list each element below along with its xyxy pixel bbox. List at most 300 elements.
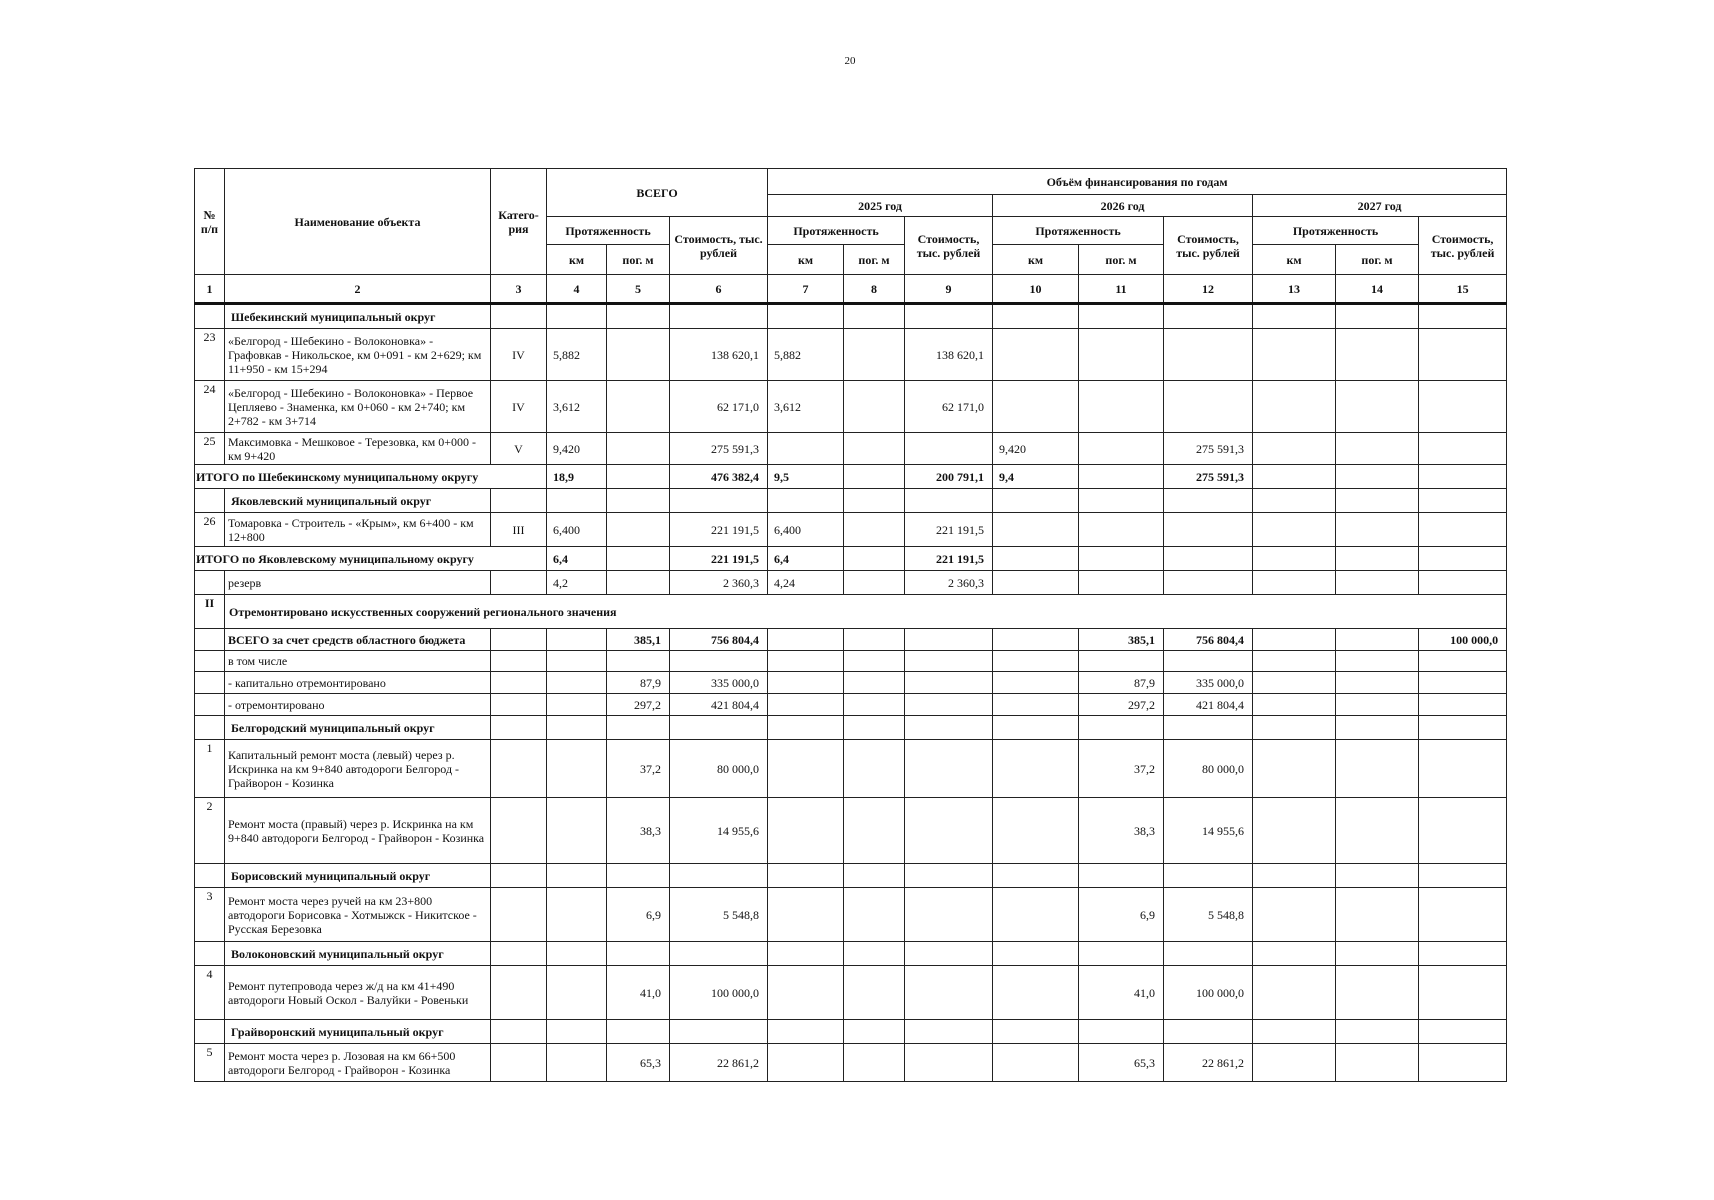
- value-cell: [1419, 1044, 1507, 1082]
- value-cell: [1419, 966, 1507, 1020]
- value-cell: 756 804,4: [1164, 629, 1253, 651]
- row-number: 25: [195, 433, 225, 465]
- category-cell: [491, 888, 547, 942]
- empty-cell: [1164, 942, 1253, 966]
- value-cell: 37,2: [607, 740, 670, 798]
- value-cell: [1336, 329, 1419, 381]
- value-cell: 5,882: [547, 329, 607, 381]
- row-number-cell: [195, 1020, 225, 1044]
- value-cell: [993, 651, 1079, 672]
- value-cell: 22 861,2: [670, 1044, 768, 1082]
- value-cell: [993, 629, 1079, 651]
- column-number: 5: [607, 275, 670, 304]
- empty-cell: [1336, 716, 1419, 740]
- column-number: 6: [670, 275, 768, 304]
- value-cell: [1253, 513, 1336, 547]
- table-row: [195, 672, 1507, 694]
- object-name: - капитально отремонтировано: [225, 672, 491, 694]
- category-cell: [491, 1044, 547, 1082]
- value-cell: 6,400: [768, 513, 844, 547]
- empty-cell: [1419, 864, 1507, 888]
- empty-cell: [905, 1020, 993, 1044]
- empty-cell: [1079, 489, 1164, 513]
- value-cell: [1253, 888, 1336, 942]
- part-number: II: [195, 595, 225, 629]
- value-cell: [1336, 888, 1419, 942]
- category-cell: [491, 672, 547, 694]
- empty-cell: [768, 304, 844, 329]
- value-cell: [1253, 672, 1336, 694]
- value-cell: [1164, 547, 1253, 571]
- value-cell: [1419, 547, 1507, 571]
- empty-cell: [547, 942, 607, 966]
- header-length-2025: Протяженность: [768, 217, 905, 245]
- empty-cell: [1164, 716, 1253, 740]
- empty-cell: [1253, 716, 1336, 740]
- section-name: Яковлевский муниципальный округ: [225, 489, 491, 513]
- total-row: [195, 465, 1507, 489]
- value-cell: [1336, 465, 1419, 489]
- value-cell: [768, 888, 844, 942]
- value-cell: 421 804,4: [670, 694, 768, 716]
- value-cell: [547, 798, 607, 864]
- header-funding: Объём финансирования по годам: [768, 169, 1507, 195]
- empty-cell: [905, 489, 993, 513]
- value-cell: 9,420: [547, 433, 607, 465]
- value-cell: [993, 513, 1079, 547]
- section-name: Борисовский муниципальный округ: [225, 864, 491, 888]
- empty-cell: [905, 942, 993, 966]
- value-cell: 9,420: [993, 433, 1079, 465]
- value-cell: [1419, 465, 1507, 489]
- value-cell: [1164, 513, 1253, 547]
- value-cell: [993, 740, 1079, 798]
- empty-cell: [670, 716, 768, 740]
- empty-cell: [905, 864, 993, 888]
- object-name: Ремонт моста (правый) через р. Искринка на км 9+840 автодороги Белгород - Грайворон - Козинка: [225, 798, 491, 864]
- table-row: [195, 966, 1507, 1020]
- value-cell: [1336, 433, 1419, 465]
- value-cell: [1253, 381, 1336, 433]
- value-cell: 65,3: [607, 1044, 670, 1082]
- header-cost-total: Стоимость, тыс. рублей: [670, 217, 768, 275]
- value-cell: 22 861,2: [1164, 1044, 1253, 1082]
- table-row: [195, 513, 1507, 547]
- value-cell: [844, 672, 905, 694]
- value-cell: [1253, 629, 1336, 651]
- value-cell: [1164, 329, 1253, 381]
- empty-cell: [670, 304, 768, 329]
- empty-cell: [491, 1020, 547, 1044]
- empty-cell: [844, 1020, 905, 1044]
- object-name: Максимовка - Мешковое - Терезовка, км 0+000 - км 9+420: [225, 433, 491, 465]
- section-row: [195, 864, 1507, 888]
- value-cell: [1253, 740, 1336, 798]
- value-cell: [1079, 329, 1164, 381]
- value-cell: [1079, 651, 1164, 672]
- value-cell: [905, 433, 993, 465]
- table-row: [195, 571, 1507, 595]
- value-cell: [607, 651, 670, 672]
- value-cell: [1419, 571, 1507, 595]
- value-cell: [993, 694, 1079, 716]
- value-cell: 5 548,8: [670, 888, 768, 942]
- empty-cell: [1336, 489, 1419, 513]
- empty-cell: [844, 489, 905, 513]
- value-cell: [1079, 465, 1164, 489]
- value-cell: [1336, 740, 1419, 798]
- empty-cell: [607, 864, 670, 888]
- empty-cell: [1253, 864, 1336, 888]
- value-cell: [1253, 465, 1336, 489]
- value-cell: [547, 1044, 607, 1082]
- value-cell: [1253, 433, 1336, 465]
- value-cell: [993, 571, 1079, 595]
- empty-cell: [905, 716, 993, 740]
- value-cell: [607, 329, 670, 381]
- value-cell: [905, 888, 993, 942]
- value-cell: 138 620,1: [670, 329, 768, 381]
- value-cell: 3,612: [547, 381, 607, 433]
- value-cell: 3,612: [768, 381, 844, 433]
- value-cell: [844, 651, 905, 672]
- value-cell: [844, 433, 905, 465]
- row-number: [195, 694, 225, 716]
- empty-cell: [844, 942, 905, 966]
- header-category: Катего-рия: [491, 169, 547, 275]
- empty-cell: [1164, 1020, 1253, 1044]
- part-title: Отремонтировано искусственных сооружений регионального значения: [225, 595, 1507, 629]
- value-cell: [844, 798, 905, 864]
- empty-cell: [607, 304, 670, 329]
- row-number: 2: [195, 798, 225, 864]
- section-name: Белгородский муниципальный округ: [225, 716, 491, 740]
- empty-cell: [1419, 942, 1507, 966]
- value-cell: 275 591,3: [1164, 465, 1253, 489]
- category-cell: IV: [491, 329, 547, 381]
- object-name: - отремонтировано: [225, 694, 491, 716]
- row-number-cell: [195, 716, 225, 740]
- section-row: [195, 716, 1507, 740]
- empty-cell: [1253, 489, 1336, 513]
- value-cell: 421 804,4: [1164, 694, 1253, 716]
- value-cell: [768, 629, 844, 651]
- value-cell: [1419, 740, 1507, 798]
- empty-cell: [491, 942, 547, 966]
- empty-cell: [1419, 304, 1507, 329]
- category-cell: [491, 694, 547, 716]
- header-pog-m: пог. м: [1079, 245, 1164, 275]
- value-cell: 200 791,1: [905, 465, 993, 489]
- column-number: 3: [491, 275, 547, 304]
- funding-table-container: [194, 168, 1506, 1082]
- empty-cell: [1164, 304, 1253, 329]
- empty-cell: [1164, 864, 1253, 888]
- value-cell: 385,1: [607, 629, 670, 651]
- header-length-2027: Протяженность: [1253, 217, 1419, 245]
- row-number: 3: [195, 888, 225, 942]
- empty-cell: [547, 489, 607, 513]
- value-cell: [1253, 966, 1336, 1020]
- object-name: «Белгород - Шебекино - Волоконовка» - Первое Цепляево - Знаменка, км 0+060 - км 2+740; км 2+782 - км 3+714: [225, 381, 491, 433]
- empty-cell: [905, 304, 993, 329]
- value-cell: [1079, 433, 1164, 465]
- value-cell: 297,2: [1079, 694, 1164, 716]
- empty-cell: [768, 1020, 844, 1044]
- object-name: резерв: [225, 571, 491, 595]
- value-cell: [1253, 571, 1336, 595]
- column-number: 13: [1253, 275, 1336, 304]
- table-row: [195, 740, 1507, 798]
- empty-cell: [1419, 716, 1507, 740]
- value-cell: [905, 629, 993, 651]
- column-number: 2: [225, 275, 491, 304]
- value-cell: 385,1: [1079, 629, 1164, 651]
- header-year-2026: 2026 год: [993, 195, 1253, 217]
- category-cell: IV: [491, 381, 547, 433]
- value-cell: 80 000,0: [670, 740, 768, 798]
- row-number: 4: [195, 966, 225, 1020]
- value-cell: 9,4: [993, 465, 1079, 489]
- table-row: [195, 694, 1507, 716]
- empty-cell: [1419, 489, 1507, 513]
- header-length-2026: Протяженность: [993, 217, 1164, 245]
- empty-cell: [768, 864, 844, 888]
- value-cell: 335 000,0: [670, 672, 768, 694]
- header-km: км: [768, 245, 844, 275]
- column-number: 14: [1336, 275, 1419, 304]
- empty-cell: [1253, 942, 1336, 966]
- empty-cell: [1079, 304, 1164, 329]
- column-number: 4: [547, 275, 607, 304]
- value-cell: [844, 465, 905, 489]
- row-number-cell: [195, 304, 225, 329]
- empty-cell: [1336, 304, 1419, 329]
- row-number: [195, 651, 225, 672]
- header-total: ВСЕГО: [547, 169, 768, 217]
- value-cell: [547, 694, 607, 716]
- empty-cell: [1336, 864, 1419, 888]
- object-name: Томаровка - Строитель - «Крым», км 6+400 - км 12+800: [225, 513, 491, 547]
- value-cell: [993, 888, 1079, 942]
- table-row: [195, 798, 1507, 864]
- value-cell: [1336, 966, 1419, 1020]
- empty-cell: [1079, 1020, 1164, 1044]
- table-row: [195, 329, 1507, 381]
- empty-cell: [768, 489, 844, 513]
- empty-cell: [547, 304, 607, 329]
- value-cell: 221 191,5: [670, 513, 768, 547]
- value-cell: [547, 740, 607, 798]
- value-cell: [1419, 888, 1507, 942]
- object-name: Ремонт моста через р. Лозовая на км 66+500 автодороги Белгород - Грайворон - Козинка: [225, 1044, 491, 1082]
- header-year-2025: 2025 год: [768, 195, 993, 217]
- row-number: [195, 629, 225, 651]
- value-cell: [768, 1044, 844, 1082]
- empty-cell: [993, 716, 1079, 740]
- value-cell: [768, 651, 844, 672]
- value-cell: 5,882: [768, 329, 844, 381]
- table-row: [195, 1044, 1507, 1082]
- value-cell: [1419, 433, 1507, 465]
- value-cell: [993, 966, 1079, 1020]
- value-cell: 87,9: [1079, 672, 1164, 694]
- empty-cell: [1079, 864, 1164, 888]
- object-name: ВСЕГО за счет средств областного бюджета: [225, 629, 491, 651]
- empty-cell: [491, 489, 547, 513]
- empty-cell: [670, 942, 768, 966]
- value-cell: [1336, 798, 1419, 864]
- value-cell: [768, 966, 844, 1020]
- value-cell: [1336, 651, 1419, 672]
- section-name: Волоконовский муниципальный округ: [225, 942, 491, 966]
- row-number: [195, 571, 225, 595]
- value-cell: [905, 651, 993, 672]
- value-cell: [905, 740, 993, 798]
- header-pog-m: пог. м: [607, 245, 670, 275]
- category-cell: [491, 629, 547, 651]
- empty-cell: [844, 716, 905, 740]
- header-pog-m: пог. м: [844, 245, 905, 275]
- object-name: Ремонт моста через ручей на км 23+800 автодороги Борисовка - Хотмыжск - Никитское - Русская Березовка: [225, 888, 491, 942]
- value-cell: [1079, 513, 1164, 547]
- empty-cell: [993, 942, 1079, 966]
- value-cell: [1164, 381, 1253, 433]
- value-cell: [1164, 651, 1253, 672]
- value-cell: 6,9: [1079, 888, 1164, 942]
- value-cell: [1253, 1044, 1336, 1082]
- value-cell: [1253, 547, 1336, 571]
- value-cell: 275 591,3: [670, 433, 768, 465]
- empty-cell: [768, 716, 844, 740]
- section-name: Шебекинский муниципальный округ: [225, 304, 491, 329]
- empty-cell: [1253, 1020, 1336, 1044]
- value-cell: 4,24: [768, 571, 844, 595]
- value-cell: 38,3: [1079, 798, 1164, 864]
- empty-cell: [670, 864, 768, 888]
- category-cell: V: [491, 433, 547, 465]
- value-cell: [607, 465, 670, 489]
- column-number-row: [195, 275, 1507, 304]
- value-cell: 4,2: [547, 571, 607, 595]
- value-cell: [905, 694, 993, 716]
- value-cell: 37,2: [1079, 740, 1164, 798]
- row-number: 5: [195, 1044, 225, 1082]
- category-cell: [491, 651, 547, 672]
- value-cell: 100 000,0: [1419, 629, 1507, 651]
- column-number: 9: [905, 275, 993, 304]
- value-cell: 62 171,0: [905, 381, 993, 433]
- column-number: 8: [844, 275, 905, 304]
- header-km: км: [993, 245, 1079, 275]
- value-cell: [1079, 381, 1164, 433]
- value-cell: 6,4: [768, 547, 844, 571]
- section-row: [195, 1020, 1507, 1044]
- empty-cell: [844, 864, 905, 888]
- value-cell: [844, 629, 905, 651]
- value-cell: [547, 672, 607, 694]
- value-cell: 80 000,0: [1164, 740, 1253, 798]
- total-label: ИТОГО по Яковлевскому муниципальному округу: [195, 547, 547, 571]
- value-cell: [1419, 329, 1507, 381]
- column-number: 10: [993, 275, 1079, 304]
- row-number: 26: [195, 513, 225, 547]
- value-cell: 5 548,8: [1164, 888, 1253, 942]
- value-cell: [1336, 513, 1419, 547]
- value-cell: 14 955,6: [670, 798, 768, 864]
- value-cell: 138 620,1: [905, 329, 993, 381]
- value-cell: [844, 888, 905, 942]
- empty-cell: [1164, 489, 1253, 513]
- value-cell: [768, 798, 844, 864]
- value-cell: [1336, 672, 1419, 694]
- header-length-total: Протяженность: [547, 217, 670, 245]
- value-cell: [547, 888, 607, 942]
- empty-cell: [1079, 942, 1164, 966]
- value-cell: [768, 694, 844, 716]
- object-name: «Белгород - Шебекино - Волоконовка» - Графовкав - Никольское, км 0+091 - км 2+629; км 11+950 - км 15+294: [225, 329, 491, 381]
- header-km: км: [1253, 245, 1336, 275]
- column-number: 15: [1419, 275, 1507, 304]
- value-cell: [1419, 672, 1507, 694]
- value-cell: [1336, 547, 1419, 571]
- table-row: [195, 651, 1507, 672]
- funding-table: [194, 168, 1507, 1082]
- page-number: 20: [844, 55, 856, 67]
- column-number: 7: [768, 275, 844, 304]
- value-cell: [844, 329, 905, 381]
- object-name: Ремонт путепровода через ж/д на км 41+490 автодороги Новый Оскол - Валуйки - Ровеньки: [225, 966, 491, 1020]
- value-cell: [844, 966, 905, 1020]
- empty-cell: [844, 304, 905, 329]
- value-cell: [844, 694, 905, 716]
- row-number: [195, 672, 225, 694]
- value-cell: 38,3: [607, 798, 670, 864]
- empty-cell: [547, 716, 607, 740]
- empty-cell: [1419, 1020, 1507, 1044]
- total-row: [195, 547, 1507, 571]
- value-cell: 41,0: [1079, 966, 1164, 1020]
- column-number: 11: [1079, 275, 1164, 304]
- value-cell: [844, 1044, 905, 1082]
- value-cell: [1336, 629, 1419, 651]
- value-cell: 2 360,3: [905, 571, 993, 595]
- value-cell: [607, 571, 670, 595]
- value-cell: 18,9: [547, 465, 607, 489]
- value-cell: [905, 798, 993, 864]
- value-cell: 221 191,5: [905, 513, 993, 547]
- row-number: 24: [195, 381, 225, 433]
- category-cell: [491, 740, 547, 798]
- empty-cell: [993, 489, 1079, 513]
- value-cell: [844, 381, 905, 433]
- empty-cell: [670, 489, 768, 513]
- value-cell: [1419, 694, 1507, 716]
- table-row: [195, 629, 1507, 651]
- empty-cell: [547, 864, 607, 888]
- value-cell: 87,9: [607, 672, 670, 694]
- value-cell: [1419, 798, 1507, 864]
- row-number: 1: [195, 740, 225, 798]
- value-cell: [993, 798, 1079, 864]
- value-cell: [768, 740, 844, 798]
- table-header: [195, 169, 1507, 304]
- value-cell: [905, 1044, 993, 1082]
- value-cell: 6,400: [547, 513, 607, 547]
- header-km: км: [547, 245, 607, 275]
- table-row: [195, 888, 1507, 942]
- row-number-cell: [195, 864, 225, 888]
